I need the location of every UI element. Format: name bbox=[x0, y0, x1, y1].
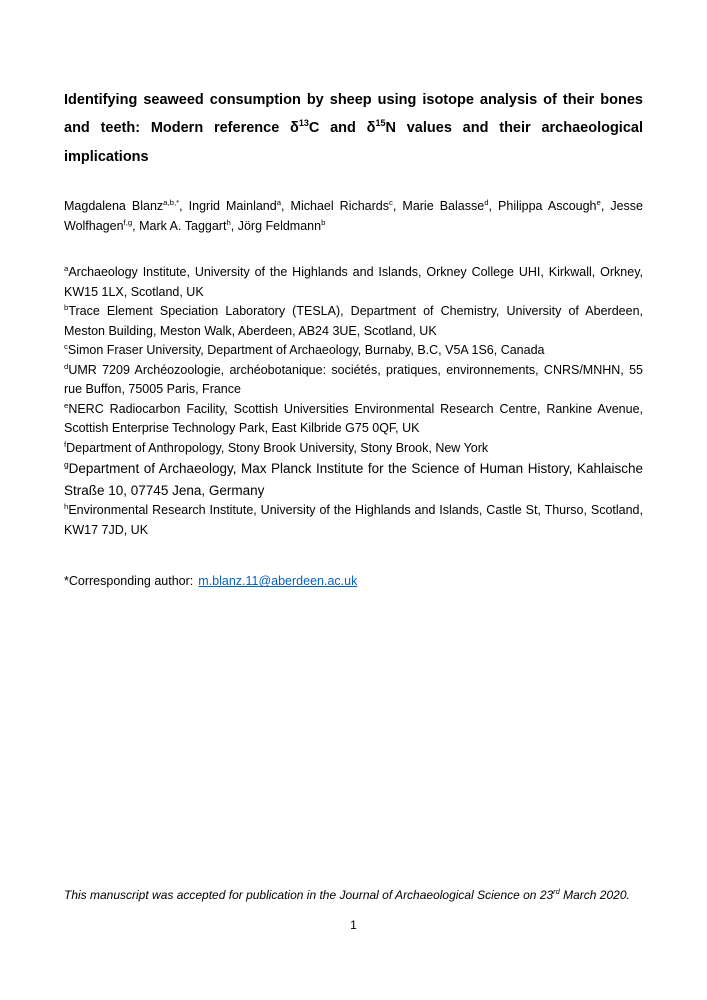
affiliation-text: Environmental Research Institute, University of the Highlands and Islands, Castle St, Thurso, Scotland, KW17 7JD, UK bbox=[64, 503, 643, 537]
author-separator: , bbox=[132, 218, 140, 233]
title-text-3: N values and their archaeological implications bbox=[64, 120, 643, 165]
affiliation-item bbox=[64, 263, 643, 302]
accepted-note bbox=[64, 886, 643, 904]
affiliation-item bbox=[64, 501, 643, 540]
email-link[interactable]: m.blanz.11@aberdeen.ac.uk bbox=[198, 574, 358, 589]
affiliation-mark: g bbox=[64, 459, 69, 470]
accepted-note-text-1: This manuscript was accepted for publication in the Journal of Archaeological Science on 23 bbox=[64, 888, 554, 902]
author-affiliation-marks: h bbox=[226, 217, 231, 227]
affiliation-item bbox=[64, 439, 643, 459]
affiliation-mark: h bbox=[64, 502, 69, 512]
author bbox=[238, 219, 326, 233]
author-separator: , bbox=[281, 198, 291, 213]
affiliation-text: UMR 7209 Archéozoologie, archéobotanique: sociétés, pratiques, environnements, CNRS/MNHN, 55 rue Buffon, 75005 Paris, France bbox=[64, 362, 643, 397]
title-text-2: C and δ bbox=[308, 120, 376, 137]
author-name: Marie Balasse bbox=[402, 198, 485, 213]
affiliation-text: Department of Anthropology, Stony Brook University, Stony Brook, New York bbox=[66, 440, 489, 455]
accepted-note-text-2: March 2020. bbox=[559, 888, 630, 902]
page-number: 1 bbox=[350, 918, 357, 932]
affiliation-mark: b bbox=[64, 303, 69, 313]
affiliation-item bbox=[64, 302, 643, 341]
author-name: Ingrid Mainland bbox=[188, 198, 277, 213]
author bbox=[139, 219, 238, 233]
paper-title bbox=[64, 86, 643, 171]
author-separator: , bbox=[230, 218, 238, 233]
author-affiliation-marks: e bbox=[596, 197, 601, 207]
author-name: Magdalena Blanz bbox=[64, 198, 164, 213]
affiliation-item bbox=[64, 400, 643, 439]
author-name: Philippa Ascough bbox=[498, 198, 597, 213]
author bbox=[402, 199, 498, 213]
corresponding-author-line bbox=[64, 572, 643, 592]
affiliation-item bbox=[64, 341, 643, 361]
title-superscript-15: 15 bbox=[375, 118, 386, 129]
affiliation-text: Department of Archaeology, Max Planck Institute for the Science of Human History, Kahlaische Straße 10, 07745 Jena, Germany bbox=[64, 461, 643, 498]
affiliation-mark: f bbox=[64, 439, 67, 449]
accepted-note-ordinal: rd bbox=[553, 887, 560, 896]
author-line bbox=[64, 197, 643, 237]
author-separator: , bbox=[392, 198, 403, 213]
author bbox=[291, 199, 403, 213]
author-separator: , bbox=[488, 198, 499, 213]
affiliation-text: Simon Fraser University, Department of Archaeology, Burnaby, B.C, V5A 1S6, Canada bbox=[67, 343, 545, 358]
author-name: Jörg Feldmann bbox=[237, 218, 322, 233]
author-affiliation-marks: b bbox=[321, 217, 326, 227]
affiliation-list bbox=[64, 263, 643, 540]
author-affiliation-marks: c bbox=[389, 197, 393, 207]
author-affiliation-marks: d bbox=[484, 197, 489, 207]
affiliation-text: Archaeology Institute, University of the Highlands and Islands, Orkney College UHI, Kirkwall, Orkney, KW15 1LX, Scotland, UK bbox=[64, 265, 643, 299]
affiliation-mark: a bbox=[64, 264, 69, 274]
affiliation-text: NERC Radiocarbon Facility, Scottish Universities Environmental Research Centre, Rankine Avenue, Scottish Enterprise Technology Park, East Kilbride G75 0QF, UK bbox=[64, 401, 643, 436]
author-affiliation-marks: f,g bbox=[123, 217, 133, 227]
title-superscript-13: 13 bbox=[298, 118, 309, 129]
author-separator: , bbox=[179, 198, 189, 213]
author bbox=[189, 199, 291, 213]
affiliation-mark: d bbox=[64, 361, 69, 371]
affiliation-mark: e bbox=[64, 400, 69, 410]
author-name: Mark A. Taggart bbox=[139, 218, 227, 233]
affiliation-item bbox=[64, 361, 643, 400]
affiliation-text: Trace Element Speciation Laboratory (TESLA), Department of Chemistry, University of Aberdeen, Meston Building, Meston Walk, Aberdeen, AB24 3UE, Scotland, UK bbox=[64, 304, 643, 338]
author-name: Michael Richards bbox=[290, 198, 389, 213]
affiliation-item bbox=[64, 458, 643, 501]
author-affiliation-marks: a,b,* bbox=[163, 197, 180, 207]
author-affiliation-marks: a bbox=[276, 197, 282, 207]
author-name: Jesse Wolfhagen bbox=[64, 198, 644, 233]
author bbox=[498, 199, 610, 213]
author-separator: , bbox=[600, 198, 611, 213]
affiliation-mark: c bbox=[64, 342, 68, 352]
title-text-1: Identifying seaweed consumption by sheep using isotope analysis of their bones and teeth: Modern reference δ bbox=[64, 92, 643, 137]
author bbox=[64, 199, 189, 213]
corresponding-author-label: *Corresponding author: bbox=[64, 574, 194, 589]
